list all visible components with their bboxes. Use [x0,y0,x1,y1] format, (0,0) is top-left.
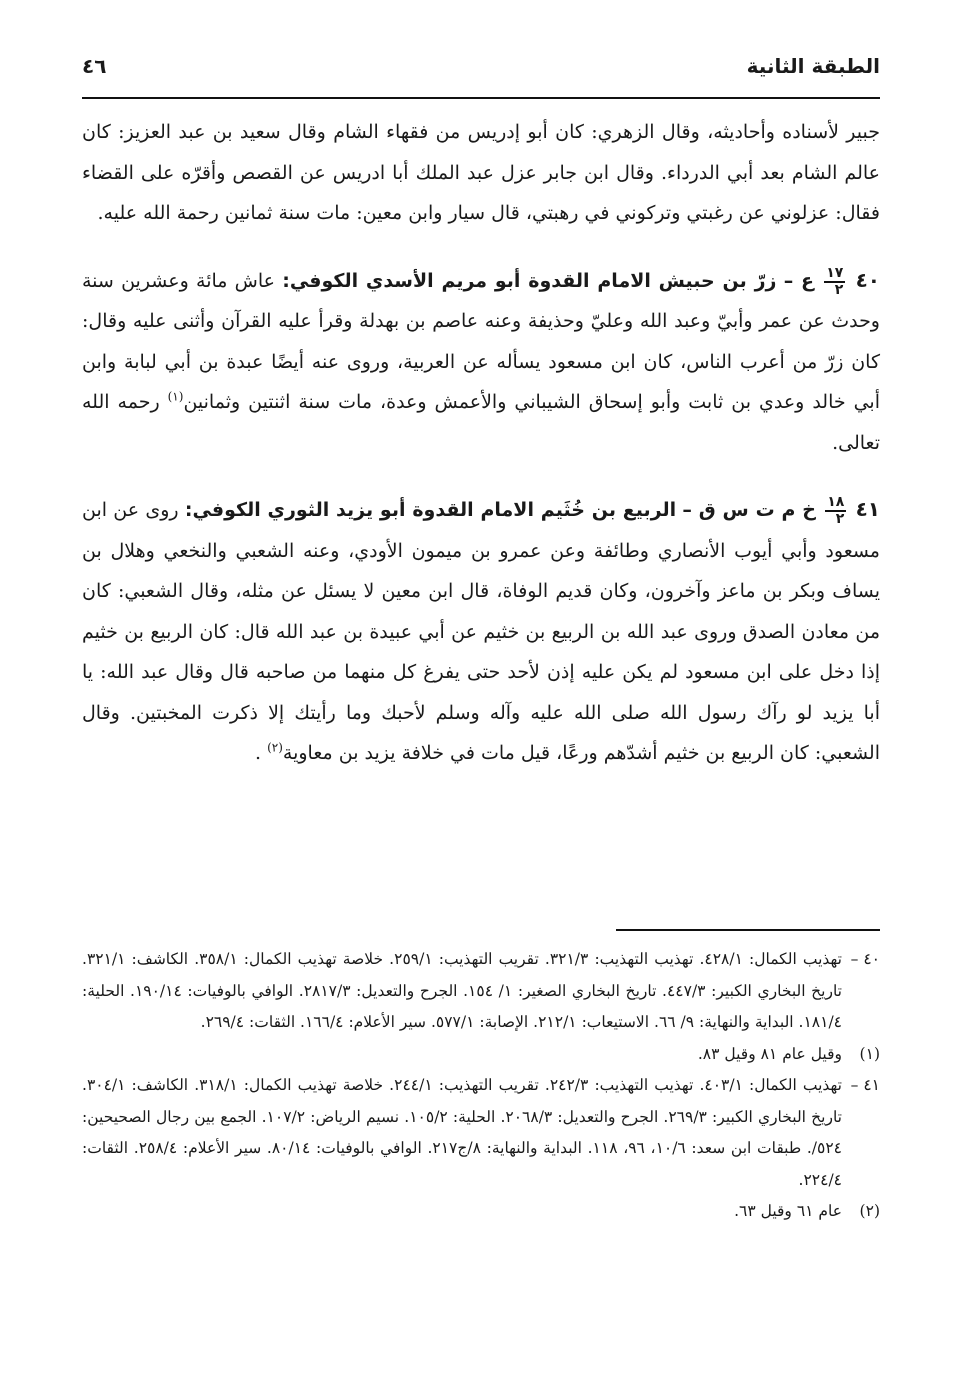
footnote-text: عام ٦١ وقيل ٦٣. [734,1202,842,1220]
footnote-ref: (٢) [267,740,283,755]
running-head: الطبقة الثانية [746,54,880,78]
page-header [82,52,880,92]
footnote-40 [82,944,880,1039]
footnote-label: (١) [859,1044,880,1063]
entry-name: الربيع بن خُثَيم الامام القدوة أبو يزيد الثوري الكوفي: [184,499,677,521]
footnote-41 [82,1070,880,1196]
main-text [82,112,880,774]
footnote-label: ٤٠ – [850,950,880,968]
entry-text: روى عن ابن مسعود وأبي أيوب الأنصاري وطائفة وعن عمرو بن ميمون الأودي، وعنه الشعبي والنخعي وهلال بن يساف وبكر بن ماعز وآخرون، وكان قديم الوفاة، قال ابن معين لا يسئل عن مثله، وقال الشعبي: كان من معادن الصدق وروى عبد الله بن الربيع بن خثيم عن أبي عبيدة بن عبد الله قال: كان الربيع بن خثيم إذا دخل على ابن مسعود لم يكن عليه إذن لأحد حتى يفرغ كل منهما من صاحبه قال وقال عبد الله: يا أبا يزيد لو رآك رسول الله صلى الله عليه وآله وسلم لأحبك وما رأيتك إلا ذكرت المخبتين. وقال الشعبي: كان الربيع بن خثيم أشدّهم ورعًا، قيل مات في خلافة يزيد بن معاوية [82,499,880,764]
entry-name: زرّ بن حبيش الامام القدوة أبو مريم الأسدي الكوفي: [282,269,777,292]
footnote-ref: (١) [167,389,184,404]
entry-fraction [824,266,845,298]
footnote-1 [82,1039,880,1071]
header-rule [82,97,880,99]
entry-text-end: . [254,742,268,764]
footnote-label: ٤١ – [850,1076,880,1094]
footnote-text: تهذيب الكمال: ٤٢٨/١. تهذيب التهذيب: ٣٢١/٣. تقريب التهذيب: ٢٥٩/١. خلاصة تهذيب الكمال: ٣٥٨/١. الكاشف: ٣٢١/١. تاريخ البخاري الكبير: ٤٤٧/٣. تاريخ البخاري الصغير: ١/ ١٥٤. الجرح والتعديل: ٢٨١٧/٣. الوافي بالوفيات: ١٩٠/١٤. الحلية: ١٨١/٤. البداية والنهاية: ٩/ ٦٦. الاستيعاب: ٢١٢/١. الإصابة: ٥٧٧/١. سير الأعلام: ١٦٦/٤. الثقات: ٢٦٩/٤. [82,950,842,1031]
entry-text-end: رحمه الله تعالى. [82,391,880,454]
footnotes [82,944,880,1228]
footnote-text: وقيل عام ٨١ وقيل ٨٣. [697,1044,842,1063]
entry-text: عاش مائة وعشرين سنة وحدث عن عمر وأبيّ وعبد الله وعليّ وحذيفة وعنه عاصم بن بهدلة وقرأ عليه القرآن وأثنى عليه وقال: كان زرّ من أعرب الناس، كان ابن مسعود يسأله عن العربية، وروى عنه أيضًا عبدة بن أبي لبابة وابن أبي خالد وعدي بن ثابت وأبو إسحاق الشيباني والأعمش وعدة، مات سنة اثنتين وثمانين [82,269,880,413]
intro-paragraph: جبير لأسناده وأحاديثه، وقال الزهري: كان أبو إدريس من فقهاء الشام وقال سعيد بن عبد العزيز: كان عالم الشام بعد أبي الدرداء. وقال ابن جابر عزل عبد الملك أبا ادريس عن القصص وأقرّه على القضاء فقال: عزلوني عن رغبتي وتركوني في رهبتي، قال سيار وابن معين: مات سنة ثمانين رحمة الله عليه. [82,121,880,224]
fraction-numerator: ١٧ [826,264,844,281]
page-number: ٤٦ [82,54,107,78]
fraction-denominator: ٢ [834,281,844,298]
entry-40 [82,260,880,464]
entry-number: ٤٠ [855,267,880,292]
footnote-label: (٢) [859,1202,880,1220]
fraction-denominator: ٢ [835,511,845,527]
footnote-2 [82,1196,880,1228]
footnote-text: تهذيب الكمال: ٤٠٣/١. تهذيب التهذيب: ٢٤٢/٣. تقريب التهذيب: ٢٤٤/١. خلاصة تهذيب الكمال: ٣١٨/١. الكاشف: ٣٠٤/١. تاريخ البخاري الكبير: ٢٦٩/٣. الجرح والتعديل: ٢٠٦٨/٣. الحلية: ١٠٥/٢. نسيم الرياض: ١٠٧/٢. الجمع بين رجال الصحيحين: ٥٢٤/. طبقات ابن سعد: ١٠/٦، ٩٦، ١١٨. البداية والنهاية: ٨/ج٢١٧. الوافي بالوفيات: ٨٠/١٤. سير الأعلام: ٢٥٨/٤. الثقات: ٢٢٤/٤. [82,1076,843,1189]
entry-number: ٤١ [855,497,881,521]
footnote-rule [616,929,880,931]
entry-sigla: ع – [783,269,814,292]
entry-41 [82,489,880,774]
fraction-numerator: ١٨ [827,494,845,510]
entry-sigla: خ م ت س ق – [682,499,816,521]
entry-fraction [825,495,846,527]
